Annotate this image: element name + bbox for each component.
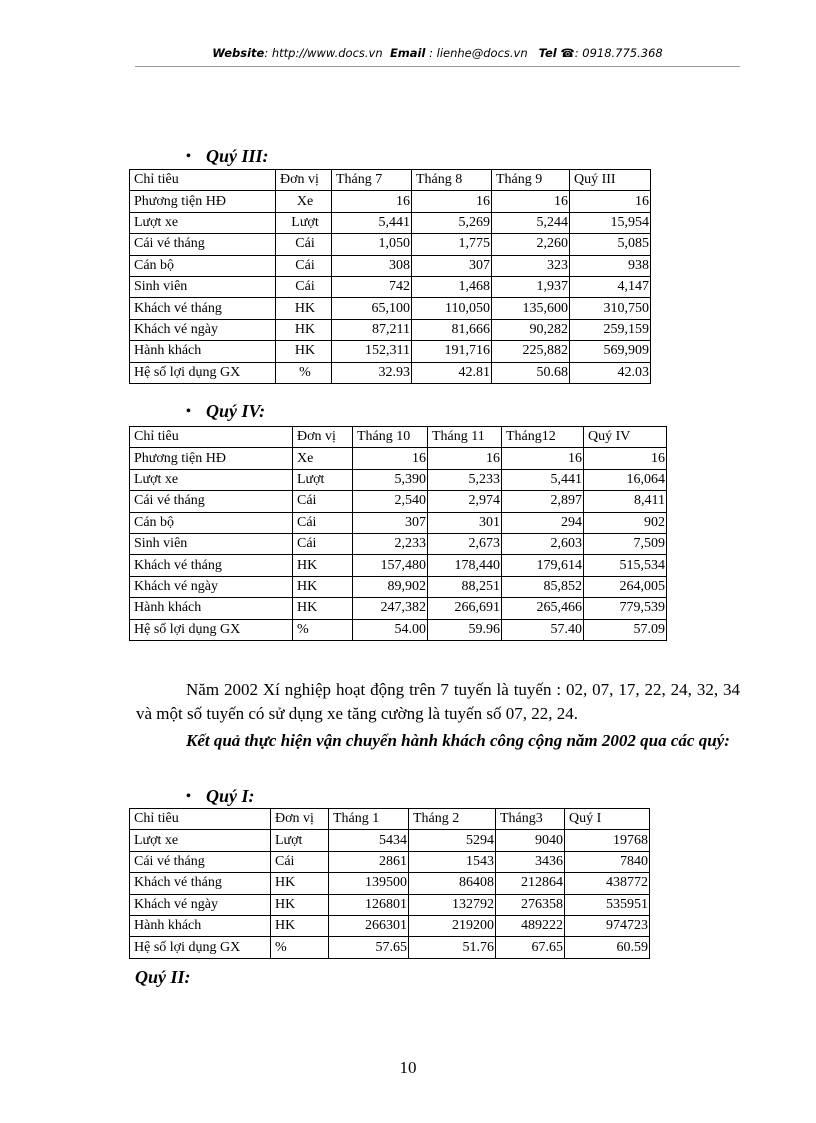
value-cell: 89,902 — [353, 576, 428, 597]
table-row — [130, 362, 651, 383]
unit-cell: Lượt — [271, 830, 329, 851]
value-cell: 85,852 — [502, 576, 584, 597]
table-q4 — [129, 426, 667, 641]
value-cell: 32.93 — [332, 362, 412, 383]
column-header: Quý III — [570, 170, 651, 191]
table-row — [130, 937, 650, 958]
value-cell: 5,269 — [412, 212, 492, 233]
unit-cell: HK — [271, 915, 329, 936]
value-cell: 489222 — [496, 915, 565, 936]
value-cell: 779,539 — [584, 598, 667, 619]
column-header: Tháng 1 — [329, 809, 409, 830]
unit-cell: HK — [276, 341, 332, 362]
unit-cell: Cái — [293, 491, 353, 512]
value-cell: 157,480 — [353, 555, 428, 576]
value-cell: 266,691 — [428, 598, 502, 619]
value-cell: 5,233 — [428, 469, 502, 490]
table-q1 — [129, 808, 650, 959]
value-cell: 5,085 — [570, 234, 651, 255]
value-cell: 16 — [492, 191, 570, 212]
section-q2-title: Quý II: — [135, 967, 191, 987]
value-cell: 1,468 — [412, 276, 492, 297]
table-row — [130, 319, 651, 340]
value-cell: 42.03 — [570, 362, 651, 383]
value-cell: 1,050 — [332, 234, 412, 255]
row-label-cell: Khách vé tháng — [130, 555, 293, 576]
value-cell: 5434 — [329, 830, 409, 851]
table-header-row — [130, 809, 650, 830]
unit-cell: Xe — [276, 191, 332, 212]
column-header: Quý I — [565, 809, 650, 830]
value-cell: 152,311 — [332, 341, 412, 362]
value-cell: 135,600 — [492, 298, 570, 319]
table-row — [130, 512, 667, 533]
column-header: Chỉ tiêu — [130, 809, 271, 830]
table-row — [130, 851, 650, 872]
unit-cell: % — [293, 619, 353, 640]
row-label-cell: Hành khách — [130, 341, 276, 362]
column-header: Chỉ tiêu — [130, 427, 293, 448]
value-cell: 323 — [492, 255, 570, 276]
row-label-cell: Khách vé tháng — [130, 873, 271, 894]
row-label-cell: Khách vé tháng — [130, 298, 276, 319]
tel-label: Tel — [538, 46, 557, 60]
table-row — [130, 555, 667, 576]
value-cell: 276358 — [496, 894, 565, 915]
value-cell: 294 — [502, 512, 584, 533]
value-cell: 60.59 — [565, 937, 650, 958]
column-header: Tháng 7 — [332, 170, 412, 191]
value-cell: 1,775 — [412, 234, 492, 255]
unit-cell: HK — [293, 555, 353, 576]
table-row — [130, 915, 650, 936]
value-cell: 2861 — [329, 851, 409, 872]
value-cell: 178,440 — [428, 555, 502, 576]
value-cell: 7,509 — [584, 533, 667, 554]
value-cell: 81,666 — [412, 319, 492, 340]
table-row — [130, 212, 651, 233]
value-cell: 742 — [332, 276, 412, 297]
column-header: Chỉ tiêu — [130, 170, 276, 191]
value-cell: 51.76 — [409, 937, 496, 958]
page-header — [135, 46, 740, 67]
value-cell: 57.65 — [329, 937, 409, 958]
value-cell: 1,937 — [492, 276, 570, 297]
column-header: Tháng 10 — [353, 427, 428, 448]
value-cell: 2,897 — [502, 491, 584, 512]
value-cell: 569,909 — [570, 341, 651, 362]
value-cell: 5,441 — [332, 212, 412, 233]
value-cell: 1543 — [409, 851, 496, 872]
value-cell: 16 — [584, 448, 667, 469]
value-cell: 57.09 — [584, 619, 667, 640]
value-cell: 126801 — [329, 894, 409, 915]
value-cell: 2,260 — [492, 234, 570, 255]
row-label-cell: Khách vé ngày — [130, 319, 276, 340]
table-row — [130, 448, 667, 469]
email-value: : lienhe@docs.vn — [429, 46, 528, 60]
row-label-cell: Cán bộ — [130, 255, 276, 276]
tel-value: : 0918.775.368 — [574, 46, 663, 60]
value-cell: 3436 — [496, 851, 565, 872]
value-cell: 219200 — [409, 915, 496, 936]
table-row — [130, 576, 667, 597]
value-cell: 264,005 — [584, 576, 667, 597]
column-header: Đơn vị — [293, 427, 353, 448]
value-cell: 308 — [332, 255, 412, 276]
column-header: Tháng 2 — [409, 809, 496, 830]
row-label-cell: Hệ số lợi dụng GX — [130, 362, 276, 383]
row-label-cell: Cái vé tháng — [130, 491, 293, 512]
value-cell: 88,251 — [428, 576, 502, 597]
value-cell: 5,441 — [502, 469, 584, 490]
table-row — [130, 873, 650, 894]
value-cell: 2,540 — [353, 491, 428, 512]
website-label: Website — [212, 46, 265, 60]
value-cell: 225,882 — [492, 341, 570, 362]
value-cell: 266301 — [329, 915, 409, 936]
row-label-cell: Sinh viên — [130, 533, 293, 554]
unit-cell: Cái — [276, 234, 332, 255]
unit-cell: HK — [271, 873, 329, 894]
value-cell: 86408 — [409, 873, 496, 894]
table-row — [130, 298, 651, 319]
table-row — [130, 276, 651, 297]
table-row — [130, 533, 667, 554]
value-cell: 179,614 — [502, 555, 584, 576]
value-cell: 7840 — [565, 851, 650, 872]
value-cell: 50.68 — [492, 362, 570, 383]
row-label-cell: Lượt xe — [130, 212, 276, 233]
row-label-cell: Hành khách — [130, 915, 271, 936]
value-cell: 16 — [502, 448, 584, 469]
row-label-cell: Khách vé ngày — [130, 894, 271, 915]
value-cell: 42.81 — [412, 362, 492, 383]
unit-cell: HK — [276, 298, 332, 319]
value-cell: 132792 — [409, 894, 496, 915]
value-cell: 9040 — [496, 830, 565, 851]
email-label: Email — [389, 46, 426, 60]
column-header: Đơn vị — [276, 170, 332, 191]
paragraph-results-text: Kết quả thực hiện vận chuyển hành khách công cộng năm 2002 qua các quý: — [186, 731, 730, 750]
column-header: Tháng3 — [496, 809, 565, 830]
column-header: Tháng 9 — [492, 170, 570, 191]
unit-cell: Lượt — [276, 212, 332, 233]
table-row — [130, 894, 650, 915]
unit-cell: HK — [276, 319, 332, 340]
value-cell: 212864 — [496, 873, 565, 894]
bullet-icon: • — [186, 404, 191, 419]
value-cell: 247,382 — [353, 598, 428, 619]
row-label-cell: Phương tiện HĐ — [130, 448, 293, 469]
website-value: : http://www.docs.vn — [264, 46, 383, 60]
value-cell: 139500 — [329, 873, 409, 894]
table-row — [130, 830, 650, 851]
value-cell: 191,716 — [412, 341, 492, 362]
row-label-cell: Hệ số lợi dụng GX — [130, 937, 271, 958]
table-header-row — [130, 427, 667, 448]
value-cell: 90,282 — [492, 319, 570, 340]
value-cell: 16,064 — [584, 469, 667, 490]
section-q1-title — [186, 786, 255, 807]
value-cell: 15,954 — [570, 212, 651, 233]
row-label-cell: Lượt xe — [130, 469, 293, 490]
section-q3-title — [186, 146, 269, 167]
value-cell: 2,974 — [428, 491, 502, 512]
unit-cell: % — [271, 937, 329, 958]
unit-cell: Lượt — [293, 469, 353, 490]
table-row — [130, 619, 667, 640]
row-label-cell: Phương tiện HĐ — [130, 191, 276, 212]
value-cell: 310,750 — [570, 298, 651, 319]
unit-cell: Cái — [293, 512, 353, 533]
value-cell: 2,233 — [353, 533, 428, 554]
value-cell: 5294 — [409, 830, 496, 851]
unit-cell: HK — [271, 894, 329, 915]
value-cell: 59.96 — [428, 619, 502, 640]
value-cell: 265,466 — [502, 598, 584, 619]
unit-cell: HK — [293, 576, 353, 597]
unit-cell: Cái — [293, 533, 353, 554]
page-number: 10 — [399, 1058, 417, 1077]
value-cell: 938 — [570, 255, 651, 276]
value-cell: 259,159 — [570, 319, 651, 340]
row-label-cell: Khách vé ngày — [130, 576, 293, 597]
value-cell: 2,673 — [428, 533, 502, 554]
section-q4-label: Quý IV: — [206, 401, 266, 421]
row-label-cell: Cán bộ — [130, 512, 293, 533]
table-header-row — [130, 170, 651, 191]
section-q4-title — [186, 401, 265, 422]
row-label-cell: Lượt xe — [130, 830, 271, 851]
row-label-cell: Hệ số lợi dụng GX — [130, 619, 293, 640]
value-cell: 4,147 — [570, 276, 651, 297]
table-row — [130, 341, 651, 362]
value-cell: 67.65 — [496, 937, 565, 958]
column-header: Tháng 11 — [428, 427, 502, 448]
unit-cell: Cái — [276, 276, 332, 297]
value-cell: 87,211 — [332, 319, 412, 340]
value-cell: 16 — [332, 191, 412, 212]
paragraph-routes-text: Năm 2002 Xí nghiệp hoạt động trên 7 tuyến là tuyến : 02, 07, 17, 22, 24, 32, 34 và một số tuyến có sử dụng xe tăng cường là tuyến số 07, 22, 24. — [136, 680, 740, 723]
value-cell: 54.00 — [353, 619, 428, 640]
value-cell: 8,411 — [584, 491, 667, 512]
row-label-cell: Cái vé tháng — [130, 234, 276, 255]
value-cell: 16 — [570, 191, 651, 212]
bullet-icon: • — [186, 149, 191, 164]
value-cell: 16 — [412, 191, 492, 212]
value-cell: 110,050 — [412, 298, 492, 319]
column-header: Đơn vị — [271, 809, 329, 830]
unit-cell: Xe — [293, 448, 353, 469]
value-cell: 535951 — [565, 894, 650, 915]
row-label-cell: Sinh viên — [130, 276, 276, 297]
value-cell: 307 — [353, 512, 428, 533]
value-cell: 515,534 — [584, 555, 667, 576]
value-cell: 65,100 — [332, 298, 412, 319]
paragraph-results — [136, 729, 740, 753]
table-row — [130, 234, 651, 255]
value-cell: 438772 — [565, 873, 650, 894]
value-cell: 19768 — [565, 830, 650, 851]
value-cell: 57.40 — [502, 619, 584, 640]
value-cell: 16 — [353, 448, 428, 469]
table-row — [130, 255, 651, 276]
phone-icon: ☎ — [560, 46, 575, 60]
value-cell: 5,244 — [492, 212, 570, 233]
table-row — [130, 491, 667, 512]
table-q3 — [129, 169, 651, 384]
paragraph-routes — [136, 678, 740, 726]
value-cell: 16 — [428, 448, 502, 469]
row-label-cell: Cái vé tháng — [130, 851, 271, 872]
unit-cell: HK — [293, 598, 353, 619]
unit-cell: Cái — [271, 851, 329, 872]
table-row — [130, 598, 667, 619]
value-cell: 5,390 — [353, 469, 428, 490]
column-header: Quý IV — [584, 427, 667, 448]
column-header: Tháng 8 — [412, 170, 492, 191]
value-cell: 974723 — [565, 915, 650, 936]
value-cell: 307 — [412, 255, 492, 276]
unit-cell: % — [276, 362, 332, 383]
bullet-icon: • — [186, 789, 191, 804]
value-cell: 902 — [584, 512, 667, 533]
row-label-cell: Hành khách — [130, 598, 293, 619]
section-q1-label: Quý I: — [206, 786, 255, 806]
table-row — [130, 469, 667, 490]
unit-cell: Cái — [276, 255, 332, 276]
value-cell: 301 — [428, 512, 502, 533]
value-cell: 2,603 — [502, 533, 584, 554]
section-q3-label: Quý III: — [206, 146, 269, 166]
column-header: Tháng12 — [502, 427, 584, 448]
table-row — [130, 191, 651, 212]
